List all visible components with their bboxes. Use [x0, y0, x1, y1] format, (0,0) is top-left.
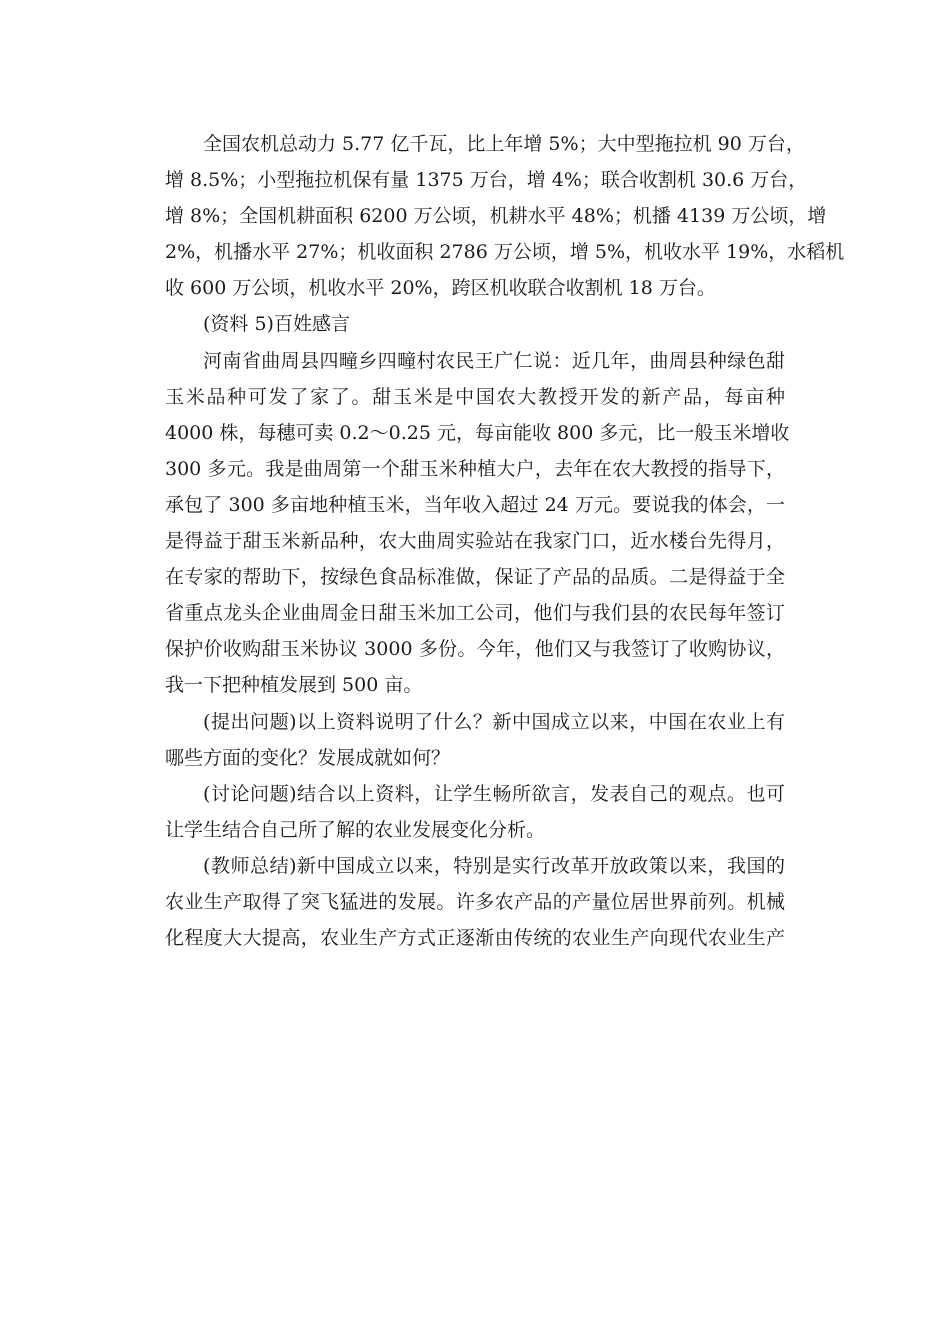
text-line: (讨论问题)结合以上资料，让学生畅所欲言，发表自己的观点。也可 — [203, 782, 785, 805]
text-line: 哪些方面的变化？发展成就如何？ — [165, 746, 451, 769]
paragraph-material-5-heading — [165, 306, 785, 342]
text-line: 是得益于甜玉米新品种，农大曲周实验站在我家门口，近水楼台先得月， — [165, 530, 785, 553]
paragraph-teacher-summary — [165, 848, 785, 956]
text-line: 保护价收购甜玉米协议 3000 多份。今年，他们又与我签订了收购协议， — [165, 638, 785, 661]
paragraph-machinery-stats — [165, 126, 845, 306]
text-line: 在专家的帮助下，按绿色食品标准做，保证了产品的品质。二是得益于全 — [165, 566, 785, 589]
text-line: 2%，机播水平 27%；机收面积 2786 万公顷，增 5%，机收水平 19%，水稻机 — [165, 241, 845, 264]
text-line: (教师总结)新中国成立以来，特别是实行改革开放政策以来，我国的 — [203, 854, 785, 877]
paragraph-farmer-testimony — [165, 343, 790, 704]
text-line: 省重点龙头企业曲周金日甜玉米加工公司，他们与我们县的农民每年签订 — [165, 602, 785, 625]
text-line: 增 8%；全国机耕面积 6200 万公顷，机耕水平 48%；机播 4139 万公顷，增 — [165, 205, 827, 228]
paragraph-raise-question — [165, 704, 785, 776]
text-line: 让学生结合自己所了解的农业发展变化分析。 — [165, 818, 546, 841]
text-line: 我一下把种植发展到 500 亩。 — [165, 674, 423, 697]
text-line: 300 多元。我是曲周第一个甜玉米种植大户，去年在农大教授的指导下， — [165, 457, 785, 480]
text-line: 化程度大大提高，农业生产方式正逐渐由传统的农业生产向现代农业生产 — [165, 927, 785, 950]
text-line: 全国农机总动力 5.77 亿千瓦，比上年增 5%；大中型拖拉机 90 万台， — [203, 133, 805, 155]
text-line: 承包了 300 多亩地种植玉米，当年收入超过 24 万元。要说我的体会，一 — [165, 493, 785, 516]
text-line: 农业生产取得了突飞猛进的发展。许多农产品的产量位居世界前列。机械 — [165, 890, 785, 913]
text-line: (资料 5)百姓感言 — [203, 313, 350, 336]
text-line: (提出问题)以上资料说明了什么？新中国成立以来，中国在农业上有 — [203, 710, 785, 733]
paragraph-discussion — [165, 776, 785, 848]
text-line: 河南省曲周县四疃乡四疃村农民王广仁说：近几年，曲周县种绿色甜 — [203, 349, 785, 372]
document-page — [165, 126, 845, 956]
text-line: 增 8.5%；小型拖拉机保有量 1375 万台，增 4%；联合收割机 30.6 万台， — [165, 169, 808, 192]
text-line: 4000 株，每穗可卖 0.2～0.25 元，每亩能收 800 多元，比一般玉米增收 — [165, 421, 790, 444]
text-line: 收 600 万公顷，机收水平 20%，跨区机收联合收割机 18 万台。 — [165, 277, 716, 300]
text-line: 玉米品种可发了家了。甜玉米是中国农大教授开发的新产品，每亩种 — [165, 385, 785, 408]
